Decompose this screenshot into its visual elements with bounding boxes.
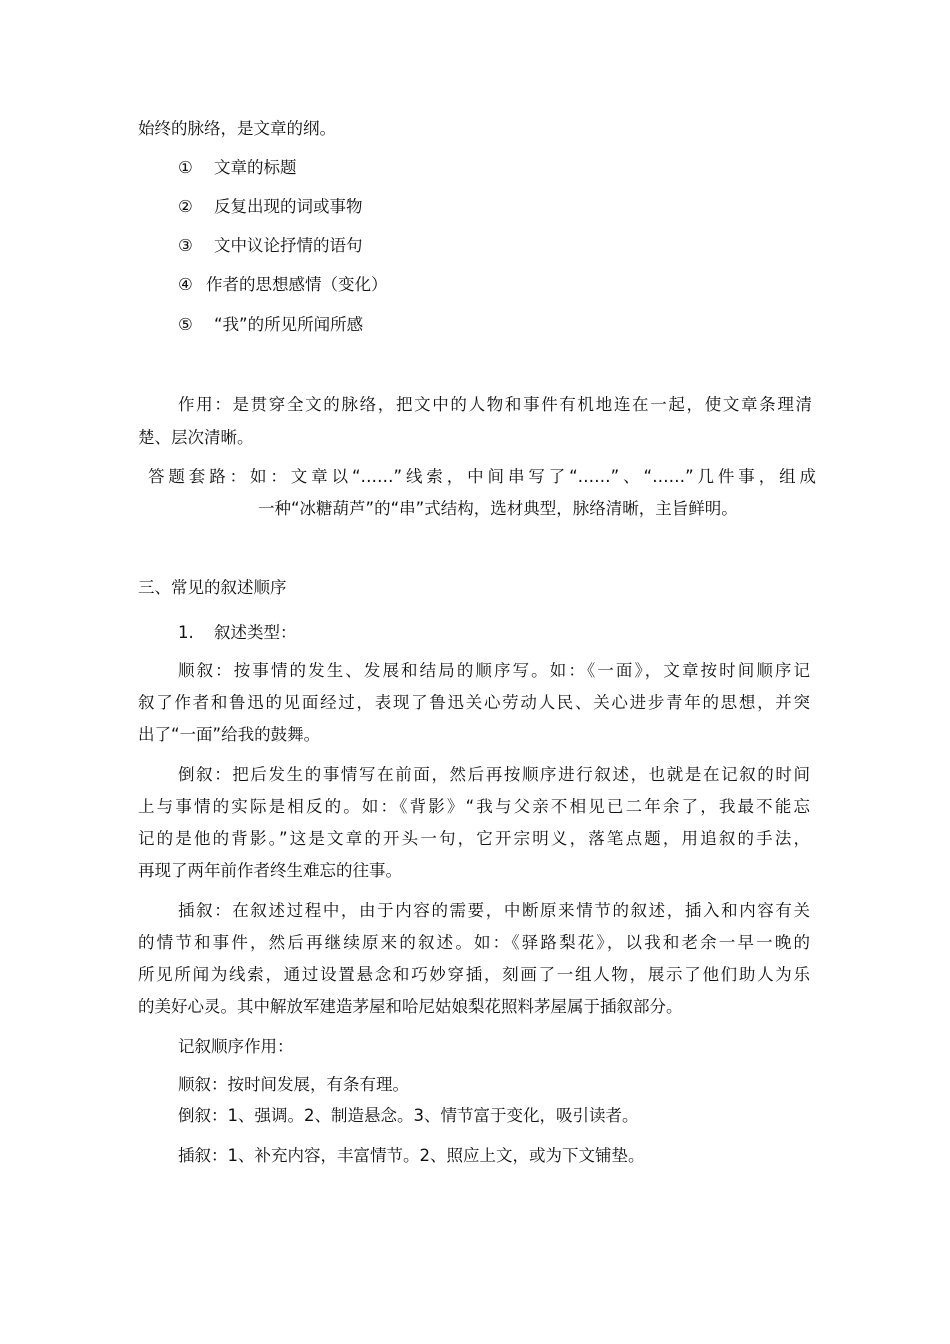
paragraph-line: 顺叙：按事情的发生、发展和结局的顺序写。如：《一面》，文章按时间顺序记	[178, 661, 810, 680]
list-number: ④	[178, 275, 193, 294]
answer-line-2: 一种“冰糖葫芦”的“串”式结构，选材典型，脉络清晰，主旨鲜明。	[258, 499, 738, 518]
list-item	[178, 157, 297, 179]
list-text: 作者的思想感情（变化）	[206, 275, 388, 294]
list-text: “我”的所见所闻所感	[214, 315, 364, 334]
list-number: ②	[178, 197, 193, 216]
section-heading: 三、常见的叙述顺序	[138, 578, 287, 597]
answer-line-1: 答题套路：如：文章以“……”线索，中间串写了“……”、“……”几件事，组成	[148, 467, 816, 486]
effect-line-2: 楚、层次清晰。	[138, 428, 254, 447]
paragraph-line: 再现了两年前作者终生难忘的往事。	[138, 861, 402, 880]
list-item	[178, 314, 363, 336]
paragraph-line: 叙了作者和鲁迅的见面经过，表现了鲁迅关心劳动人民、关心进步青年的思想，并突	[138, 693, 810, 712]
effect-line-1: 作用：是贯穿全文的脉络，把文中的人物和事件有机地连在一起，使文章条理清	[178, 395, 812, 414]
function-item: 顺叙：按时间发展，有条有理。	[178, 1075, 409, 1094]
list-number: ⑤	[178, 315, 193, 334]
list-text: 文中议论抒情的语句	[214, 236, 363, 255]
paragraph-line: 插叙：在叙述过程中，由于内容的需要，中断原来情节的叙述，插入和内容有关	[178, 901, 810, 920]
paragraph-line: 的情节和事件，然后再继续原来的叙述。如：《驿路梨花》，以我和老余一早一晚的	[138, 933, 810, 952]
paragraph-line: 出了“一面”给我的鼓舞。	[138, 725, 321, 744]
paragraph-line: 记的是他的背影。”这是文章的开头一句，它开宗明义，落笔点题，用追叙的手法，	[138, 829, 810, 848]
list-number: ①	[178, 158, 193, 177]
subheading-label: 叙述类型：	[214, 623, 297, 642]
function-item: 倒叙：1、强调。2、制造悬念。3、情节富于变化，吸引读者。	[178, 1106, 639, 1125]
subheading-number: 1.	[178, 623, 194, 642]
paragraph-line: 上与事情的实际是相反的。如：《背影》“我与父亲不相见已二年余了，我最不能忘	[138, 797, 810, 816]
paragraph-line: 倒叙：把后发生的事情写在前面，然后再按顺序进行叙述，也就是在记叙的时间	[178, 765, 810, 784]
intro-tail: 始终的脉络，是文章的纲。	[138, 119, 336, 138]
paragraph-line: 的美好心灵。其中解放军建造茅屋和哈尼姑娘梨花照料茅屋属于插叙部分。	[138, 997, 683, 1016]
paragraph-line: 所见所闻为线索，通过设置悬念和巧妙穿插，刻画了一组人物，展示了他们助人为乐	[138, 965, 810, 984]
list-item	[178, 196, 363, 218]
subheading-narration-types	[178, 622, 297, 644]
list-text: 反复出现的词或事物	[214, 197, 363, 216]
list-item	[178, 235, 363, 257]
function-item: 插叙：1、补充内容，丰富情节。2、照应上文，或为下文铺垫。	[178, 1146, 645, 1165]
list-text: 文章的标题	[214, 158, 297, 177]
list-number: ③	[178, 236, 193, 255]
function-heading: 记叙顺序作用：	[178, 1037, 294, 1056]
list-item	[178, 274, 388, 296]
